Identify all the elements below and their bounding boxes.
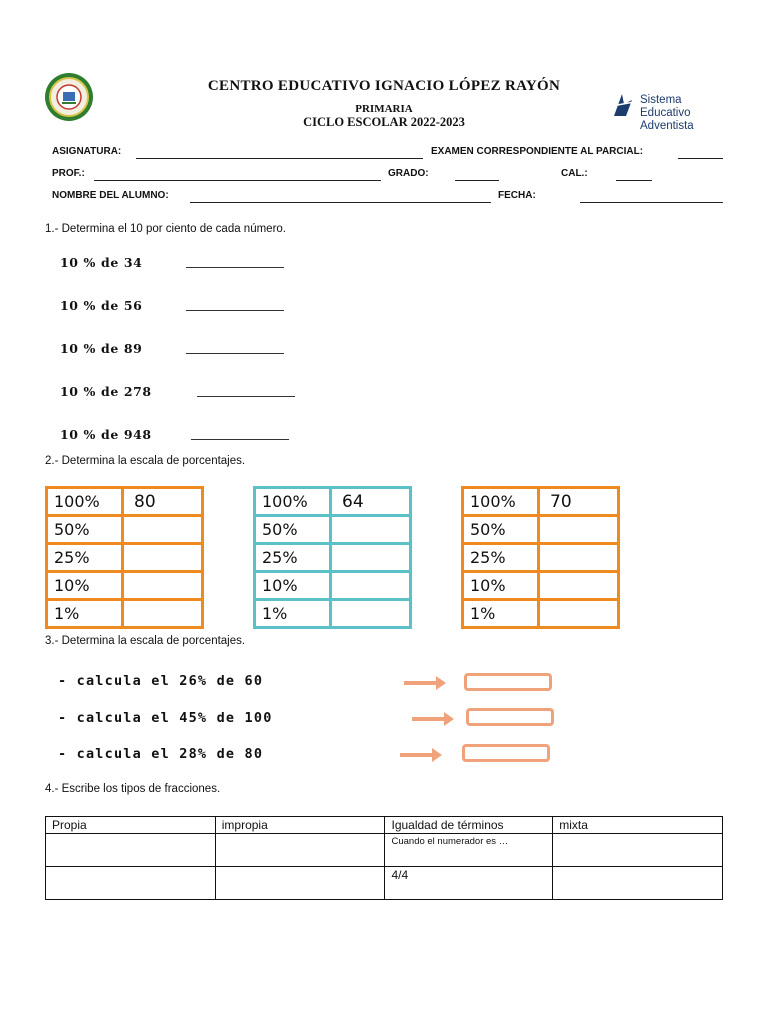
fractions-header-cell: mixta [553,817,723,834]
scale-row-label: 100% [47,488,123,516]
q3-item: - calcula el 45% de 100 [58,710,273,726]
fractions-cell[interactable] [553,867,723,900]
system-name-line2: Adventista [640,120,694,132]
scale-row-label: 50% [255,516,331,544]
fractions-cell[interactable] [215,867,385,900]
q1-answer-line[interactable] [186,310,284,311]
scale-row-label: 25% [47,544,123,572]
scale-answer-cell[interactable] [331,516,411,544]
arrow-right-icon [400,753,434,757]
scale-answer-cell[interactable] [539,600,619,628]
scale-row-label: 1% [255,600,331,628]
scale-answer-cell[interactable] [539,544,619,572]
exam-field[interactable] [678,158,723,159]
q2-heading: 2.- Determina la escala de porcentajes. [45,455,246,467]
date-label: FECHA: [498,190,536,201]
subject-field[interactable] [136,158,423,159]
q1-item: 10 % de 56 [60,298,143,313]
grade-label: GRADO: [388,168,429,179]
adventist-system-logo [608,90,728,132]
scale-answer-cell[interactable] [123,572,203,600]
scale-base-value: 70 [539,488,619,516]
scale-row-label: 50% [463,516,539,544]
scale-answer-cell[interactable] [331,544,411,572]
fractions-header-cell: impropia [215,817,385,834]
grade-field[interactable] [455,180,499,181]
scale-answer-cell[interactable] [123,516,203,544]
scale-base-value: 80 [123,488,203,516]
percent-scale-table-2 [253,486,412,629]
teacher-field[interactable] [94,180,381,181]
fractions-cell[interactable]: Cuando el numerador es … [385,834,553,867]
arrow-right-icon [412,717,446,721]
scale-answer-cell[interactable] [331,600,411,628]
scale-row-label: 1% [463,600,539,628]
scale-row-label: 10% [463,572,539,600]
q1-item: 10 % de 34 [60,255,143,270]
scale-answer-cell[interactable] [331,572,411,600]
q3-item: - calcula el 28% de 80 [58,746,264,762]
q1-answer-line[interactable] [186,353,284,354]
school-name: CENTRO EDUCATIVO IGNACIO LÓPEZ RAYÓN [207,78,561,94]
percent-scale-table-3 [461,486,620,629]
school-seal-logo [44,72,94,122]
scale-answer-cell[interactable] [539,516,619,544]
q3-heading: 3.- Determina la escala de porcentajes. [45,635,246,647]
fractions-header-cell: Propia [46,817,216,834]
scale-base-value: 64 [331,488,411,516]
fractions-table [45,816,723,900]
fractions-cell[interactable] [553,834,723,867]
system-name-line1: Sistema Educativo [640,94,691,119]
scale-row-label: 10% [255,572,331,600]
score-label: CAL.: [561,168,588,179]
score-field[interactable] [616,180,652,181]
fractions-cell[interactable] [215,834,385,867]
school-level: PRIMARIA [355,103,413,115]
teacher-label: PROF.: [52,168,85,179]
q3-answer-box[interactable] [464,673,552,691]
q1-item: 10 % de 89 [60,341,143,356]
scale-row-label: 1% [47,600,123,628]
subject-label: ASIGNATURA: [52,146,122,157]
scale-row-label: 100% [255,488,331,516]
fractions-cell[interactable]: 4/4 [385,867,553,900]
q3-answer-box[interactable] [462,744,550,762]
q3-item: - calcula el 26% de 60 [58,673,264,689]
q1-item: 10 % de 948 [60,427,152,442]
q3-answer-box[interactable] [466,708,554,726]
scale-answer-cell[interactable] [123,544,203,572]
q1-answer-line[interactable] [197,396,295,397]
percent-scale-table-1 [45,486,204,629]
q1-item: 10 % de 278 [60,384,152,399]
scale-row-label: 25% [255,544,331,572]
scale-answer-cell[interactable] [123,600,203,628]
scale-row-label: 100% [463,488,539,516]
student-label: NOMBRE DEL ALUMNO: [52,190,169,201]
scale-row-label: 50% [47,516,123,544]
q4-heading: 4.- Escribe los tipos de fracciones. [45,783,221,795]
scale-row-label: 25% [463,544,539,572]
fractions-header-cell: Igualdad de términos [385,817,553,834]
student-field[interactable] [190,202,491,203]
date-field[interactable] [580,202,723,203]
q1-answer-line[interactable] [191,439,289,440]
fractions-cell[interactable] [46,834,216,867]
q1-answer-line[interactable] [186,267,284,268]
arrow-right-icon [404,681,438,685]
scale-answer-cell[interactable] [539,572,619,600]
scale-row-label: 10% [47,572,123,600]
exam-label: EXAMEN CORRESPONDIENTE AL PARCIAL: [431,146,644,157]
q1-heading: 1.- Determina el 10 por ciento de cada número. [45,223,286,235]
fractions-cell[interactable] [46,867,216,900]
school-cycle: CICLO ESCOLAR 2022-2023 [303,115,465,129]
